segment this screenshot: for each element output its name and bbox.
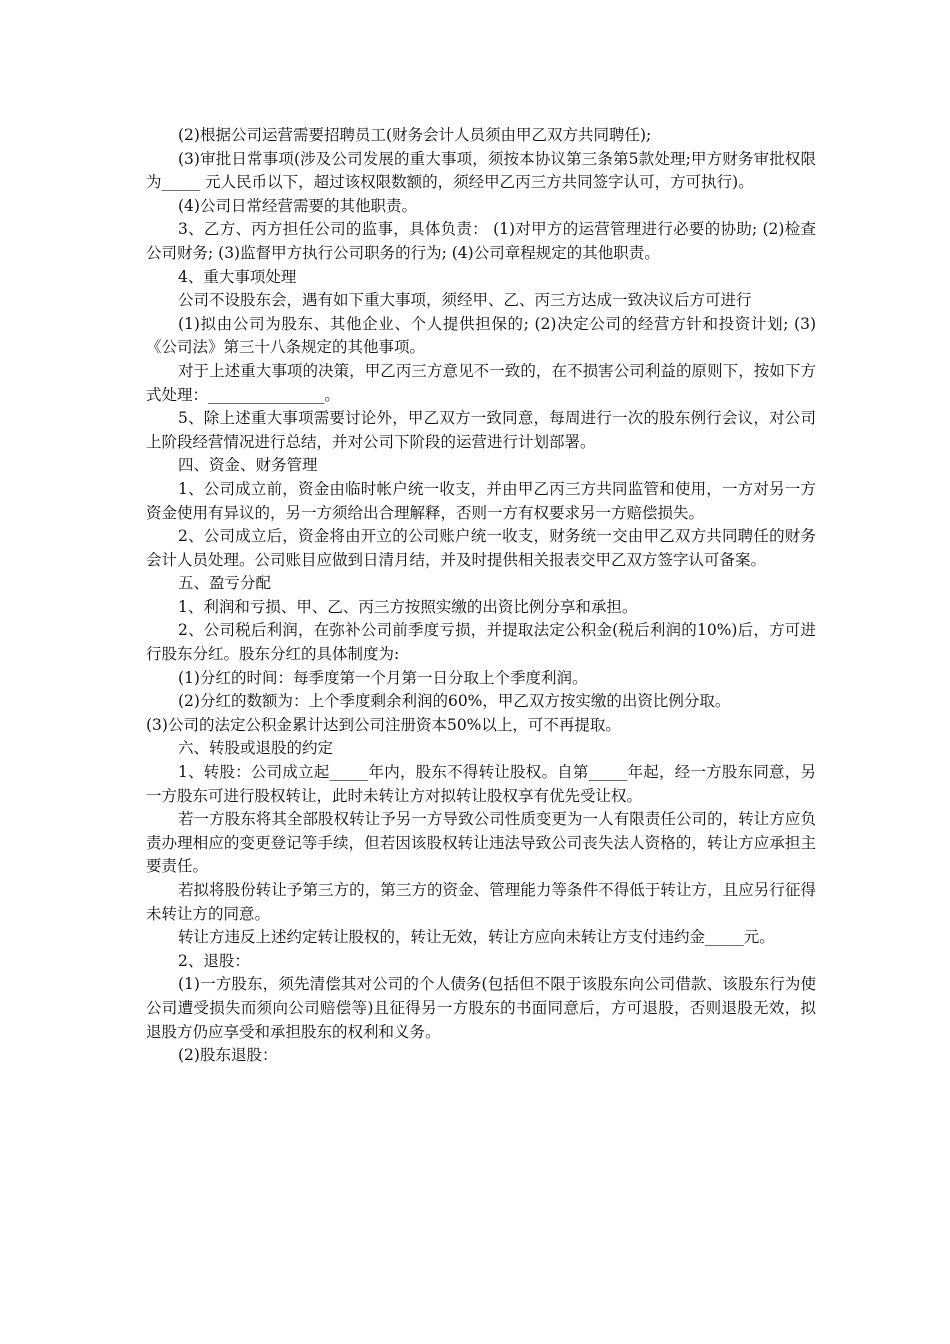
paragraph-26: (2)股东退股： — [178, 1046, 278, 1065]
section-heading-4: 四、资金、财务管理 — [178, 456, 318, 475]
paragraph-21: 若一方股东将其全部股权转让予另一方导致公司性质变更为一人有限责任公司的，转让方应负责办理相应的变更登记等手续，但若因该股权转让违法导致公司丧失法人资格的，转让方应承担主要责任。 — [146, 810, 816, 876]
paragraph-1: (2)根据公司运营需要招聘员工(财务会计人员须由甲乙双方共同聘任); — [178, 126, 652, 144]
paragraph-3: (4)公司日常经营需要的其他职责。 — [178, 196, 417, 215]
paragraph-22: 若拟将股份转让予第三方的，第三方的资金、管理能力等条件不得低于转让方，且应另行征得未转让方的同意。 — [146, 881, 816, 923]
paragraph-9: 5、除上述重大事项需要讨论外，甲乙双方一致同意，每周进行一次的股东例行会议，对公司上阶段经营情况进行总结，并对公司下阶段的运营进行计划部署。 — [146, 409, 816, 451]
paragraph-7: (1)拟由公司为股东、其他企业、个人提供担保的; (2)决定公司的经营方针和投资计划; (3)《公司法》第三十八条规定的其他事项。 — [146, 314, 816, 357]
paragraph-18: (3)公司的法定公积金累计达到公司注册资本50%以上，可不再提取。 — [146, 715, 621, 734]
section-heading-5: 五、盈亏分配 — [178, 574, 272, 593]
paragraph-20: 1、转股：公司成立起_____年内，股东不得转让股权。自第_____年起，经一方股东同意，另一方股东可进行股权转让，此时未转让方对拟转让股权享有优先受让权。 — [146, 763, 816, 805]
paragraph-15: 2、公司税后利润，在弥补公司前季度亏损，并提取法定公积金(税后利润的10%)后，方可进行股东分红。股东分红的具体制度为: — [146, 621, 816, 664]
paragraph-2: (3)审批日常事项(涉及公司发展的重大事项，须按本协议第三条第5款处理;甲方财务审批权限为_____ 元人民币以下，超过该权限数额的，须经甲乙丙三方共同签字认可，方可执行)。 — [146, 149, 816, 192]
paragraph-4: 3、乙方、丙方担任公司的监事，具体负责： (1)对甲方的运营管理进行必要的协助; (2)检查公司财务; (3)监督甲方执行公司职务的行为; (4)公司章程规定的其他职责。 — [146, 220, 816, 262]
document-body — [146, 124, 816, 1068]
paragraph-25: (1)一方股东，须先清偿其对公司的个人债务(包括但不限于该股东向公司借款、该股东行为使公司遭受损失而须向公司赔偿等)且征得另一方股东的书面同意后，方可退股，否则退股无效，拟退股方仍应享受和承担股东的权利和义务。 — [146, 975, 816, 1041]
section-heading-6: 六、转股或退股的约定 — [178, 739, 334, 758]
paragraph-11: 1、公司成立前，资金由临时帐户统一收支，并由甲乙丙三方共同监管和使用，一方对另一方资金使用有异议的，另一方须给出合理解释，否则一方有权要求另一方赔偿损失。 — [146, 479, 816, 522]
paragraph-6: 公司不设股东会，遇有如下重大事项，须经甲、乙、丙三方达成一致决议后方可进行 — [178, 291, 752, 310]
paragraph-8: 对于上述重大事项的决策，甲乙丙三方意见不一致的，在不损害公司利益的原则下，按如下方式处理：_______________。 — [146, 361, 816, 404]
paragraph-5-heading: 4、重大事项处理 — [178, 267, 297, 286]
paragraph-23: 转让方违反上述约定转让股权的，转让无效，转让方应向未转让方支付违约金_____元。 — [178, 928, 775, 947]
paragraph-16: (1)分红的时间：每季度第一个月第一日分取上个季度利润。 — [178, 668, 588, 687]
paragraph-14: 1、利润和亏损、甲、乙、丙三方按照实缴的出资比例分享和承担。 — [178, 597, 638, 616]
paragraph-17: (2)分红的数额为：上个季度剩余利润的60%，甲乙双方按实缴的出资比例分取。 — [178, 692, 731, 711]
paragraph-12: 2、公司成立后，资金将由开立的公司账户统一收支，财务统一交由甲乙双方共同聘任的财务会计人员处理。公司账目应做到日清月结，并及时提供相关报表交甲乙双方签字认可备案。 — [146, 527, 816, 569]
paragraph-24-heading: 2、退股： — [178, 951, 250, 970]
